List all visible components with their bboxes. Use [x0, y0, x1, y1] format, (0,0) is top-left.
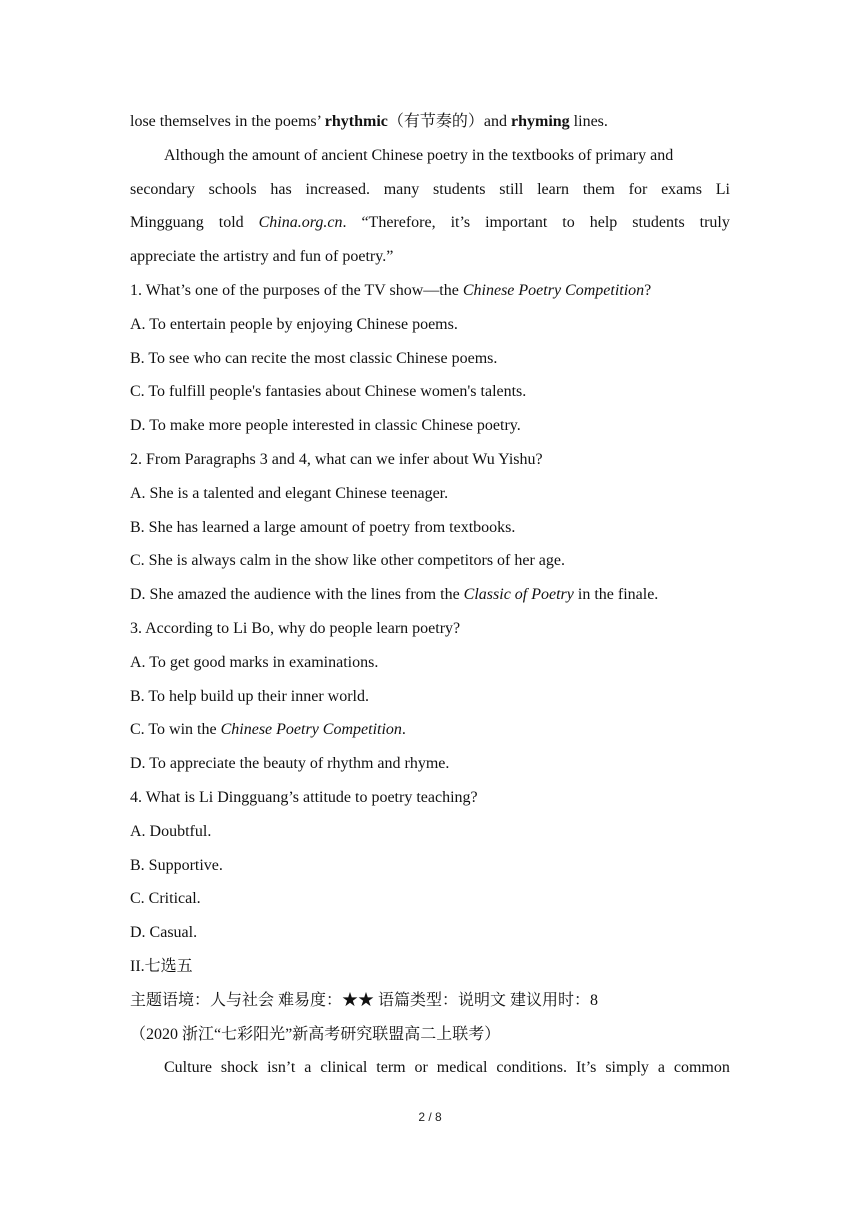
show-title: Chinese Poetry Competition: [462, 281, 645, 299]
word: Mingguang: [130, 214, 204, 232]
word-group: [259, 206, 347, 240]
page-number: 2 / 8: [418, 1110, 442, 1124]
paragraph-first-line: Although the amount of ancient Chinese poetry in the textbooks of primary and: [164, 146, 674, 164]
source-note: （2020 浙江“七彩阳光”新高考研究联盟高二上联考）: [130, 1025, 501, 1043]
word: Culture: [164, 1059, 212, 1077]
question-stem: 4. What is Li Dingguang’s attitude to poetry teaching?: [130, 788, 478, 806]
answer-option: B. To help build up their inner world.: [130, 687, 369, 705]
word: simply: [605, 1059, 649, 1077]
answer-option: B. Supportive.: [130, 856, 223, 874]
answer-option: A. To entertain people by enjoying Chinese poems.: [130, 315, 458, 333]
question-stem: [130, 274, 730, 308]
question-stem: 3. According to Li Bo, why do people learn poetry?: [130, 619, 461, 637]
word: has: [270, 180, 292, 198]
word: learn: [537, 180, 570, 198]
passage-line: appreciate the artistry and fun of poetry.”: [130, 248, 394, 266]
answer-option: [130, 578, 730, 612]
answer-option: C. She is always calm in the show like other competitors of her age.: [130, 552, 566, 570]
word: It’s: [575, 1059, 597, 1077]
word: it’s: [450, 214, 471, 232]
word: term: [376, 1059, 406, 1077]
keyword-rhyming: rhyming: [511, 113, 570, 130]
word: medical: [436, 1059, 488, 1077]
website-name: China.org.cn: [258, 214, 343, 232]
question-stem: 2. From Paragraphs 3 and 4, what can we infer about Wu Yishu?: [130, 450, 543, 468]
word: or: [414, 1059, 428, 1077]
answer-option: D. Casual.: [130, 924, 198, 942]
word: many: [383, 180, 420, 198]
text-run: C. To win the: [130, 721, 221, 739]
word: a: [304, 1059, 312, 1077]
word: isn’t: [267, 1059, 296, 1077]
word: .: [342, 214, 347, 232]
answer-option: A. To get good marks in examinations.: [130, 653, 379, 671]
word: Li: [715, 180, 730, 198]
word: a: [657, 1059, 665, 1077]
text-run: （有节奏的）and: [387, 113, 511, 130]
answer-option: A. Doubtful.: [130, 822, 212, 840]
word: them: [582, 180, 615, 198]
word: truly: [699, 214, 730, 232]
text-run: .: [401, 721, 406, 739]
word: important: [485, 214, 548, 232]
answer-option: D. To make more people interested in classic Chinese poetry.: [130, 417, 521, 435]
show-title: Chinese Poetry Competition: [220, 721, 402, 739]
answer-option: C. To fulfill people's fantasies about Chinese women's talents.: [130, 383, 527, 401]
answer-option: A. She is a talented and elegant Chinese teenager.: [130, 484, 449, 502]
answer-option: B. She has learned a large amount of poetry from textbooks.: [130, 518, 516, 536]
justified-line: [130, 1051, 730, 1085]
text-run: lines.: [569, 113, 608, 130]
word: for: [628, 180, 648, 198]
book-title: Classic of Poetry: [463, 586, 574, 604]
word: “Therefore,: [361, 214, 436, 232]
text-run: lose themselves in the poems’: [130, 113, 325, 130]
section-meta: 主题语境：人与社会 难易度：★★ 语篇类型：说明文 建议用时：8: [130, 991, 599, 1009]
word: students: [632, 214, 685, 232]
word: students: [433, 180, 486, 198]
word: still: [499, 180, 524, 198]
justified-line: [130, 173, 730, 207]
answer-option: D. To appreciate the beauty of rhythm and rhyme.: [130, 755, 450, 773]
answer-option: C. Critical.: [130, 890, 201, 908]
text-run: D. She amazed the audience with the lines from the: [130, 586, 464, 604]
text-run: ?: [644, 281, 652, 299]
word: conditions.: [496, 1059, 568, 1077]
answer-option: B. To see who can recite the most classic Chinese poems.: [130, 349, 498, 367]
section-heading: II.七选五: [130, 957, 193, 975]
word: to: [562, 214, 575, 232]
word: increased.: [305, 180, 370, 198]
text-run: in the finale.: [573, 586, 659, 604]
keyword-rhythmic: rhythmic: [324, 113, 388, 130]
passage-line: [130, 105, 730, 139]
word: common: [673, 1059, 730, 1077]
word: help: [589, 214, 618, 232]
justified-line: [130, 206, 730, 240]
word: told: [218, 214, 244, 232]
answer-option: [130, 713, 730, 747]
word: secondary: [130, 180, 195, 198]
word: shock: [220, 1059, 259, 1077]
text-run: 1. What’s one of the purposes of the TV show—the: [130, 281, 463, 299]
word: clinical: [320, 1059, 368, 1077]
word: exams: [661, 180, 702, 198]
document-body: [130, 105, 730, 1085]
word: schools: [208, 180, 257, 198]
